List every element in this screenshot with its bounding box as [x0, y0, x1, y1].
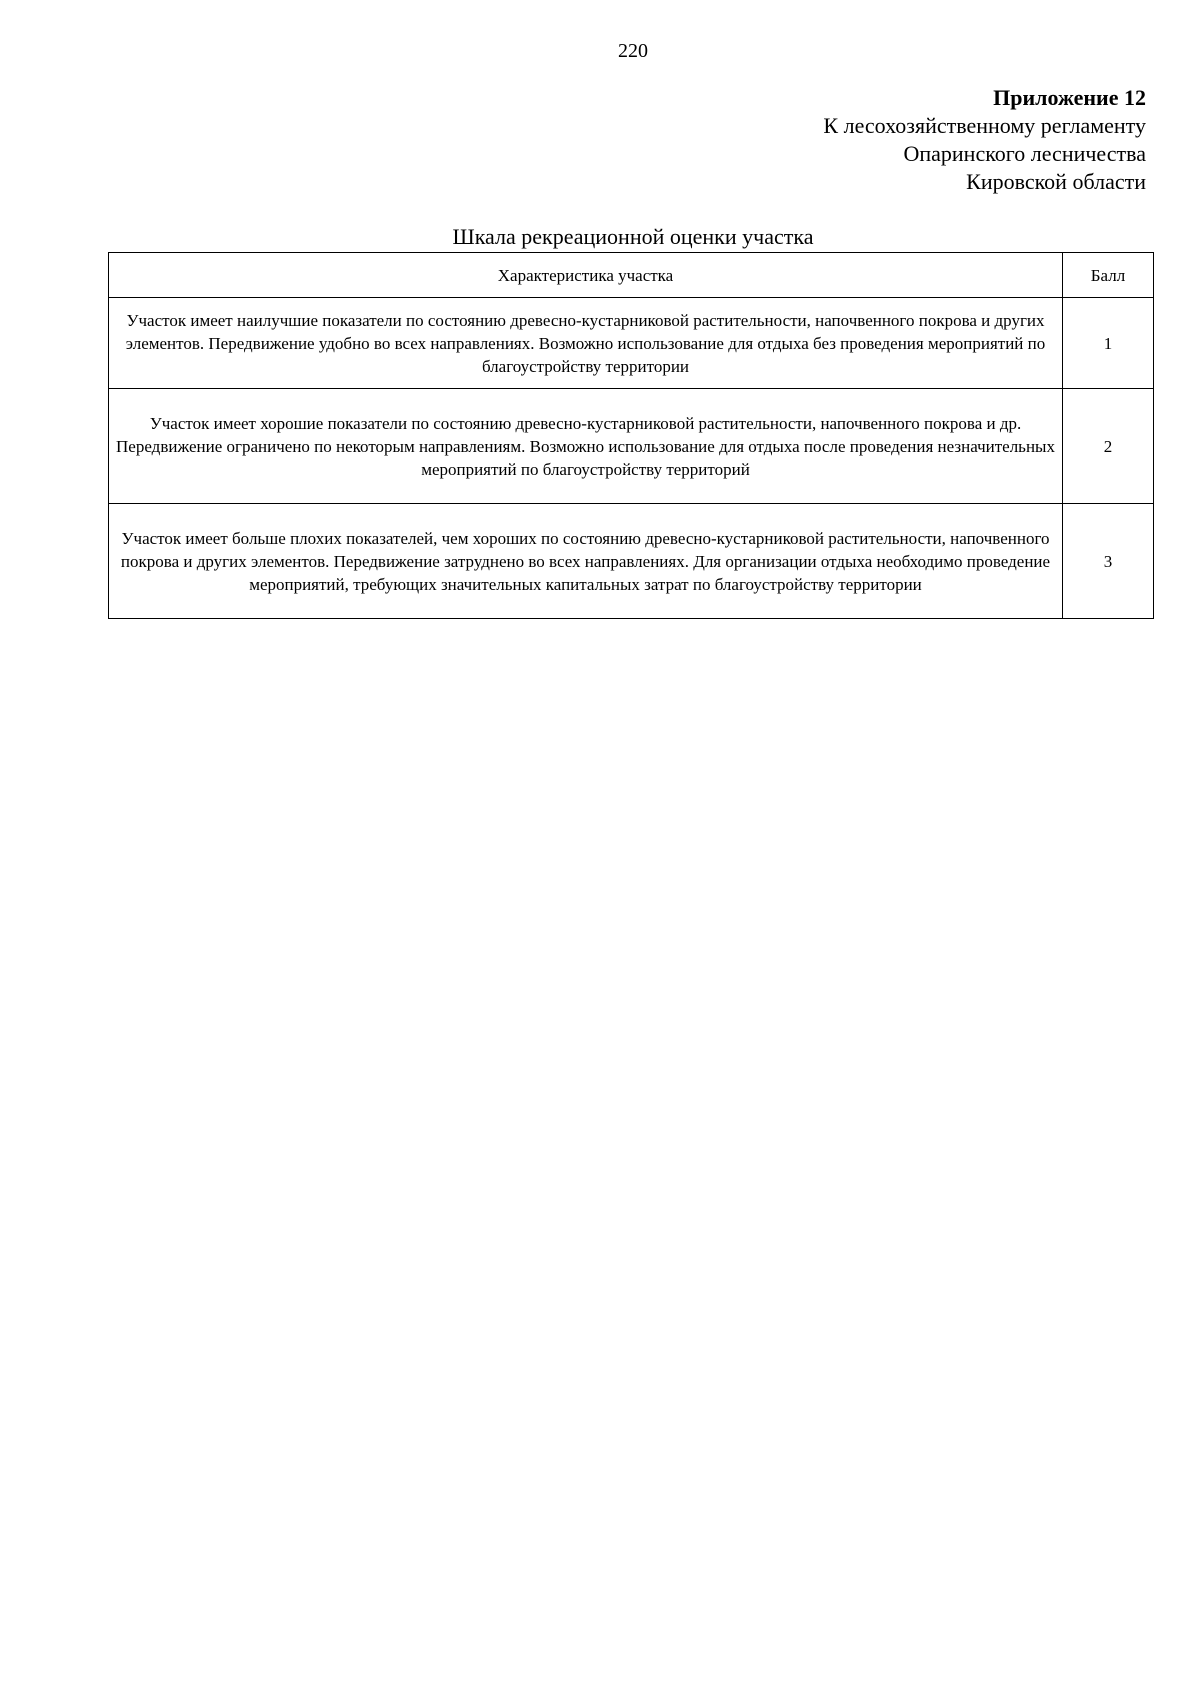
appendix-line-region: Кировской области	[966, 169, 1146, 194]
table-header-row	[109, 253, 1154, 298]
row-description	[109, 298, 1063, 389]
appendix-line-regulation: К лесохозяйственному регламенту	[823, 113, 1146, 138]
row-description	[109, 504, 1063, 619]
header-score: Балл	[1063, 253, 1154, 298]
recreation-rating-table	[108, 252, 1154, 619]
table-title: Шкала рекреационной оценки участка	[452, 224, 814, 249]
row-description-text: Участок имеет хорошие показатели по состоянию древесно-кустарниковой растительности, напочвенного покрова и др.	[149, 413, 1022, 433]
table-row	[109, 504, 1154, 619]
row-score: 2	[1063, 389, 1154, 504]
row-description-text: Участок имеет наилучшие показатели по состоянию древесно-кустарниковой растительности, напочвенного покрова и других элементов. Передвижение удобно во всех направлениях. Возможно использование для отдыха без проведения мероприятий по благоустройству территории	[125, 310, 1046, 376]
row-description	[109, 389, 1063, 504]
row-description-text: Передвижение ограничено по некоторым направлениям. Возможно использование для отдыха после проведения незначительных мероприятий по благоустройству территорий	[116, 436, 1055, 479]
page-number: 220	[618, 40, 648, 62]
appendix-header	[823, 84, 1146, 196]
row-score: 3	[1063, 504, 1154, 619]
appendix-line-forestry: Опаринского лесничества	[903, 141, 1146, 166]
table-row	[109, 298, 1154, 389]
header-characteristic: Характеристика участка	[109, 253, 1063, 298]
row-description-text: Участок имеет больше плохих показателей, чем хороших по состоянию древесно-кустарниковой растительности, напочвенного покрова и других элементов. Передвижение затруднено во всех направлениях. Для организации отдыха необходимо проведение мероприятий, требующих значительных капитальных затрат по благоустройству территории	[120, 528, 1051, 594]
row-score: 1	[1063, 298, 1154, 389]
appendix-title: Приложение 12	[993, 85, 1146, 110]
table-row	[109, 389, 1154, 504]
